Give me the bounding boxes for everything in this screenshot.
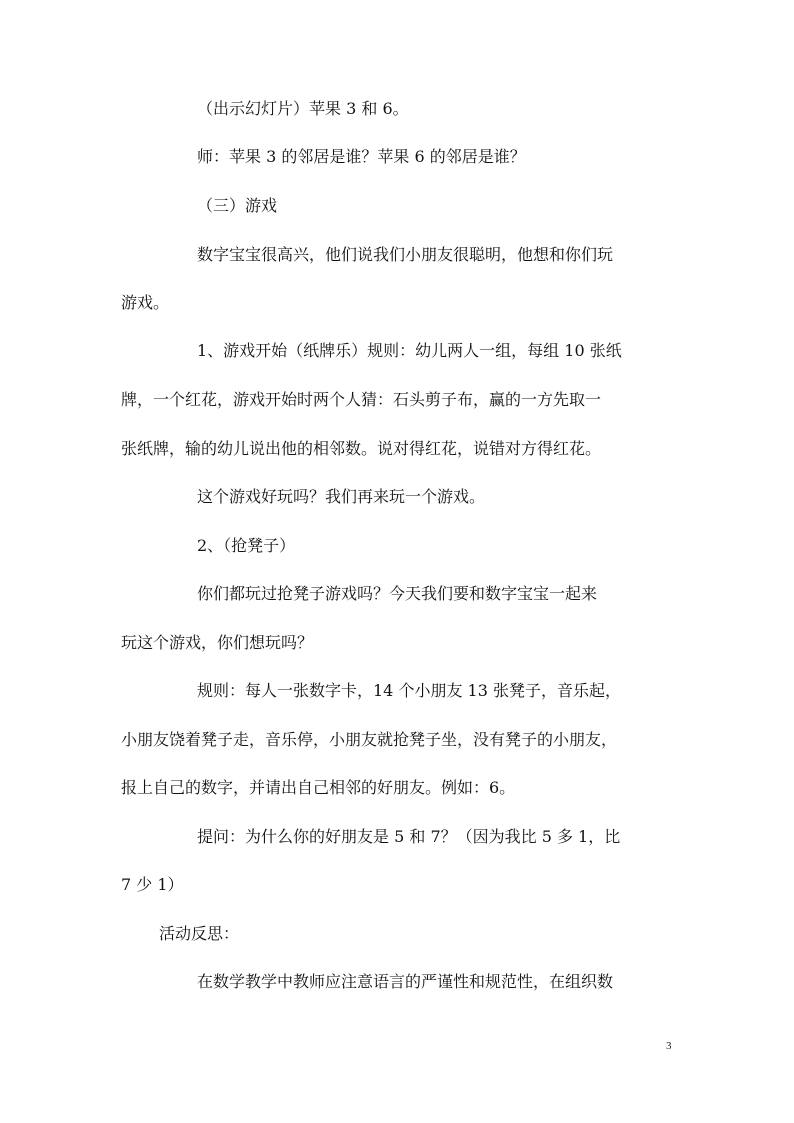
text-line: 2、（抢凳子） [197,536,296,555]
text-line: 提问：为什么你的好朋友是 5 和 7？（因为我比 5 多 1，比 [197,827,621,846]
text-line: 张纸牌，输的幼儿说出他的相邻数。说对得红花，说错对方得红花。 [121,439,602,458]
text-line: 报上自己的数字，并请出自己相邻的好朋友。例如：6。 [121,778,516,797]
text-line: 1、游戏开始（纸牌乐）规则：幼儿两人一组，每组 10 张纸 [197,341,622,360]
text-line: 数字宝宝很高兴，他们说我们小朋友很聪明，他想和你们玩 [197,245,614,264]
text-line: 规则：每人一张数字卡，14 个小朋友 13 张凳子，音乐起， [197,681,621,700]
text-line: （出示幻灯片）苹果 3 和 6。 [197,99,409,118]
text-line: 小朋友饶着凳子走，音乐停，小朋友就抢凳子坐，没有凳子的小朋友， [121,730,618,749]
page-number: 3 [666,1040,672,1052]
section-heading: （三）游戏 [197,196,278,215]
text-line: 这个游戏好玩吗？我们再来玩一个游戏。 [197,487,486,506]
section-heading: 活动反思： [159,924,240,943]
text-line: 游戏。 [121,293,170,312]
text-line: 7 少 1） [121,875,184,894]
text-line: 牌，一个红花，游戏开始时两个人猜：石头剪子布，赢的一方先取一 [121,390,602,409]
text-line: 师：苹果 3 的邻居是谁？苹果 6 的邻居是谁？ [197,147,526,166]
text-line: 你们都玩过抢凳子游戏吗？今天我们要和数字宝宝一起来 [197,584,598,603]
text-line: 在数学教学中教师应注意语言的严谨性和规范性，在组织数 [197,972,614,991]
text-line: 玩这个游戏，你们想玩吗？ [121,633,314,652]
